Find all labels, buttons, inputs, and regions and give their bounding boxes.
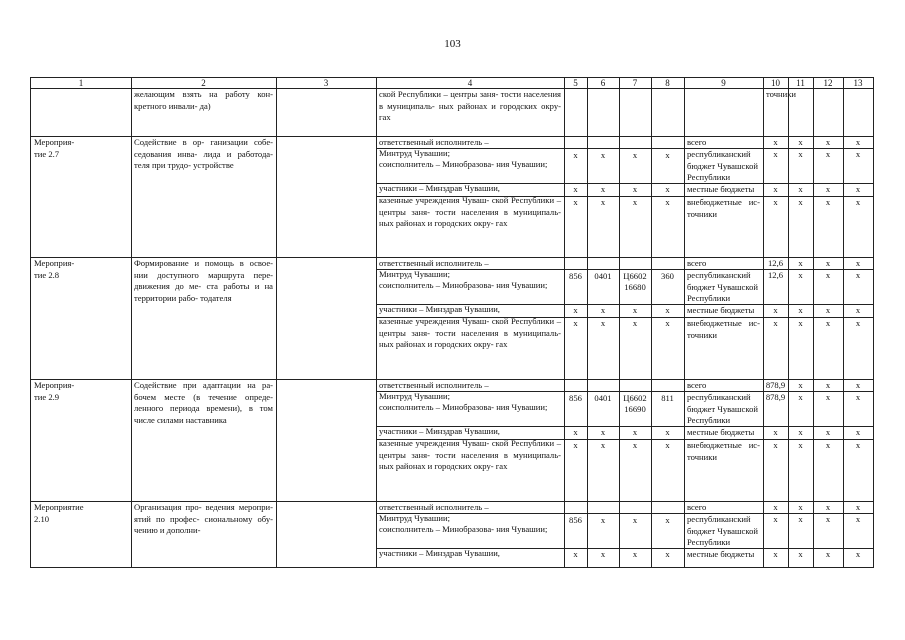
performer-responsible: ответственный исполнитель – [379, 137, 489, 147]
budget-code-cell: 856 [569, 515, 582, 525]
finance-value-cell: х [773, 427, 778, 437]
x-mark: х [665, 305, 670, 315]
budget-code-cell: х [632, 150, 638, 160]
column-header-9: 9 [721, 78, 726, 88]
finance-value-cell: 12,6 [767, 258, 784, 268]
finance-value-cell: х [855, 258, 861, 268]
finance-value-cell: х [798, 392, 803, 402]
finance-value-cell: х [798, 197, 803, 207]
finance-value-cell: х [855, 427, 861, 437]
performer-participants: участники – Минздрав Чувашии, [379, 426, 500, 436]
performer-responsible: ответственный исполнитель – [379, 502, 489, 512]
event-id: Мероприятие 2.10 [34, 502, 84, 524]
budget-code-cell: х [665, 515, 670, 525]
x-mark: х [632, 440, 638, 450]
finance-value-cell: 878,9 [765, 392, 786, 402]
x-mark: х [573, 440, 578, 450]
finance-value-cell: х [825, 514, 831, 524]
finance-value-cell: х [773, 197, 778, 207]
finance-value-cell: 878,9 [765, 380, 786, 390]
x-mark: х [573, 549, 578, 559]
performer-responsible: ответственный исполнитель – [379, 380, 489, 390]
performer-participants: участники – Минздрав Чувашии, [379, 548, 500, 558]
column-header-1: 1 [78, 78, 84, 88]
finance-value-cell: х [855, 184, 861, 194]
carry-task-text: желающим взять на работу кон- кретного инвали- да) [134, 89, 273, 111]
finance-value-cell: х [798, 549, 803, 559]
funding-source-mest: местные бюджеты [687, 184, 755, 194]
x-mark: х [573, 184, 578, 194]
finance-value-cell: х [773, 184, 778, 194]
program-table [30, 77, 874, 568]
funding-source-resp: республиканский бюджет Чувашской Республики [687, 514, 758, 547]
column-header-13: 13 [853, 78, 863, 88]
finance-value-cell: х [773, 318, 778, 328]
finance-value-cell: х [798, 318, 803, 328]
performer-co-executor: соисполнитель – Минобразова- ния Чувашии; [379, 524, 548, 534]
finance-value-cell: х [798, 502, 803, 512]
finance-value-cell: х [825, 197, 831, 207]
x-mark: х [600, 549, 606, 559]
finance-value-cell: х [798, 270, 803, 280]
budget-code-cell: 856 [569, 271, 582, 281]
x-mark: х [665, 549, 670, 559]
event-id: Мероприя- тие 2.8 [34, 258, 75, 280]
event-name: Формирование и помощь в освое- нии доступного маршрута пере- движения до ме- ста работы и на территории рабо- тодателя [134, 258, 273, 303]
x-mark: х [665, 197, 670, 207]
x-mark: х [665, 318, 670, 328]
finance-value-cell: х [798, 184, 803, 194]
x-mark: х [573, 197, 578, 207]
finance-value-cell: х [798, 380, 803, 390]
finance-value-cell: х [855, 270, 861, 280]
x-mark: х [632, 184, 638, 194]
carry-performers-text: ской Республики – центры заня- тости населения в муниципаль- ных районах и городских окру- гах [379, 89, 561, 122]
x-mark: х [632, 427, 638, 437]
finance-value-cell: х [798, 427, 803, 437]
x-mark: х [573, 305, 578, 315]
finance-value-cell: х [825, 184, 831, 194]
column-divider [376, 77, 377, 567]
performer-co-executor: соисполнитель – Минобразова- ния Чувашии; [379, 280, 548, 290]
x-mark: х [573, 427, 578, 437]
x-mark: х [665, 427, 670, 437]
funding-source-vsego: всего [687, 380, 707, 390]
x-mark: х [573, 318, 578, 328]
finance-value-cell: х [855, 502, 861, 512]
finance-value-cell: х [855, 137, 861, 147]
funding-source-vneb: внебюджетные ис- точники [687, 197, 760, 219]
finance-value-cell: х [798, 258, 803, 268]
finance-value-cell: х [825, 137, 831, 147]
funding-source-resp: республиканский бюджет Чувашской Республики [687, 149, 758, 182]
performer-mintrud: Минтруд Чувашии; [379, 269, 451, 279]
x-mark: х [600, 440, 606, 450]
finance-value-cell: х [825, 318, 831, 328]
finance-value-cell: х [825, 380, 831, 390]
finance-value-cell: х [825, 427, 831, 437]
x-mark: х [600, 197, 606, 207]
finance-value-cell: х [798, 149, 803, 159]
column-header-11: 11 [796, 78, 805, 88]
column-header-7: 7 [632, 78, 638, 88]
table-header-row [31, 77, 873, 89]
budget-code-cell: х [600, 515, 606, 525]
finance-value-cell: х [855, 149, 861, 159]
x-mark: х [632, 549, 638, 559]
finance-value-cell: х [825, 149, 831, 159]
column-header-6: 6 [600, 78, 606, 88]
column-header-8: 8 [665, 78, 670, 88]
carry-source-text: точники [766, 89, 797, 99]
event-name: Содействие при адаптации на ра- бочем месте (в течение опреде- ленного периода времени), в том числе силами наставника [134, 380, 273, 425]
funding-source-mest: местные бюджеты [687, 427, 755, 437]
finance-value-cell: х [773, 502, 778, 512]
column-header-5: 5 [573, 78, 578, 88]
x-mark: х [632, 305, 638, 315]
event-name: Содействие в ор- ганизации собе- седования инва- лида и работода- теля при трудо- устройстве [134, 137, 273, 170]
budget-code-cell: х [573, 150, 578, 160]
finance-value-cell: х [825, 440, 831, 450]
finance-value-cell: х [798, 440, 803, 450]
column-header-12: 12 [823, 78, 833, 88]
budget-code-cell: 0401 [594, 271, 612, 281]
budget-code-cell: 360 [661, 271, 674, 281]
budget-code-cell: 856 [569, 393, 582, 403]
finance-value-cell: х [825, 270, 831, 280]
x-mark: х [632, 318, 638, 328]
finance-value-cell: х [855, 318, 861, 328]
budget-code-cell: 0401 [594, 393, 612, 403]
x-mark: х [600, 305, 606, 315]
budget-code-cell: Ц6602 16690 [623, 393, 647, 414]
column-header-2: 2 [201, 78, 206, 88]
performer-institutions: казенные учреждения Чуваш- ской Республики – центры заня- тости населения в муниципаль- ных районах и городских окру- гах [379, 195, 561, 228]
x-mark: х [665, 184, 670, 194]
finance-value-cell: х [773, 149, 778, 159]
column-header-3: 3 [323, 78, 329, 88]
finance-value-cell: х [798, 514, 803, 524]
x-mark: х [600, 427, 606, 437]
x-mark: х [600, 318, 606, 328]
performer-mintrud: Минтруд Чувашии; [379, 148, 451, 158]
performer-participants: участники – Минздрав Чувашии, [379, 183, 500, 193]
funding-source-mest: местные бюджеты [687, 549, 755, 559]
finance-value-cell: х [798, 305, 803, 315]
finance-value-cell: х [825, 258, 831, 268]
page-number: 103 [444, 38, 461, 50]
budget-code-cell: х [600, 150, 606, 160]
performer-mintrud: Минтруд Чувашии; [379, 513, 451, 523]
finance-value-cell: х [773, 137, 778, 147]
finance-value-cell: х [855, 305, 861, 315]
performer-co-executor: соисполнитель – Минобразова- ния Чувашии; [379, 402, 548, 412]
funding-source-resp: республиканский бюджет Чувашской Республики [687, 392, 758, 425]
funding-source-mest: местные бюджеты [687, 305, 755, 315]
finance-value-cell: х [773, 549, 778, 559]
funding-source-resp: республиканский бюджет Чувашской Республики [687, 270, 758, 303]
performer-co-executor: соисполнитель – Минобразова- ния Чувашии; [379, 159, 548, 169]
finance-value-cell: 12,6 [767, 270, 784, 280]
finance-value-cell: х [773, 514, 778, 524]
finance-value-cell: х [855, 392, 861, 402]
x-mark: х [632, 197, 638, 207]
funding-source-vsego: всего [687, 258, 707, 268]
funding-source-vneb: внебюджетные ис- точники [687, 318, 760, 340]
finance-value-cell: х [855, 197, 861, 207]
performer-institutions: казенные учреждения Чуваш- ской Республики – центры заня- тости населения в муниципаль- ных районах и городских окру- гах [379, 316, 561, 349]
finance-value-cell: х [855, 549, 861, 559]
budget-code-cell: х [665, 150, 670, 160]
column-header-10: 10 [771, 78, 780, 88]
finance-value-cell: х [855, 514, 861, 524]
finance-value-cell: х [825, 392, 831, 402]
finance-value-cell: х [798, 137, 803, 147]
finance-value-cell: х [825, 502, 831, 512]
budget-code-cell: 811 [661, 393, 674, 403]
column-divider [684, 77, 685, 567]
event-name: Организация про- ведения меропри- ятий по профес- сиональному обу- чению и дополни- [134, 502, 273, 535]
column-divider [276, 77, 277, 567]
finance-value-cell: х [773, 440, 778, 450]
performer-mintrud: Минтруд Чувашии; [379, 391, 451, 401]
x-mark: х [600, 184, 606, 194]
x-mark: х [665, 440, 670, 450]
event-id: Мероприя- тие 2.7 [34, 137, 75, 159]
budget-code-cell: Ц6602 16680 [623, 271, 647, 292]
performer-participants: участники – Минздрав Чувашии, [379, 304, 500, 314]
finance-value-cell: х [855, 440, 861, 450]
funding-source-vsego: всего [687, 137, 707, 147]
finance-value-cell: х [773, 305, 778, 315]
column-header-4: 4 [467, 78, 473, 88]
finance-value-cell: х [825, 305, 831, 315]
event-id: Мероприя- тие 2.9 [34, 380, 75, 402]
funding-source-vneb: внебюджетные ис- точники [687, 440, 760, 462]
performer-responsible: ответственный исполнитель – [379, 258, 489, 268]
funding-source-vsego: всего [687, 502, 707, 512]
finance-value-cell: х [855, 380, 861, 390]
performer-institutions: казенные учреждения Чуваш- ской Республики – центры заня- тости населения в муниципаль- ных районах и городских окру- гах [379, 438, 561, 471]
column-divider [131, 77, 132, 567]
finance-value-cell: х [825, 549, 831, 559]
budget-code-cell: х [632, 515, 638, 525]
